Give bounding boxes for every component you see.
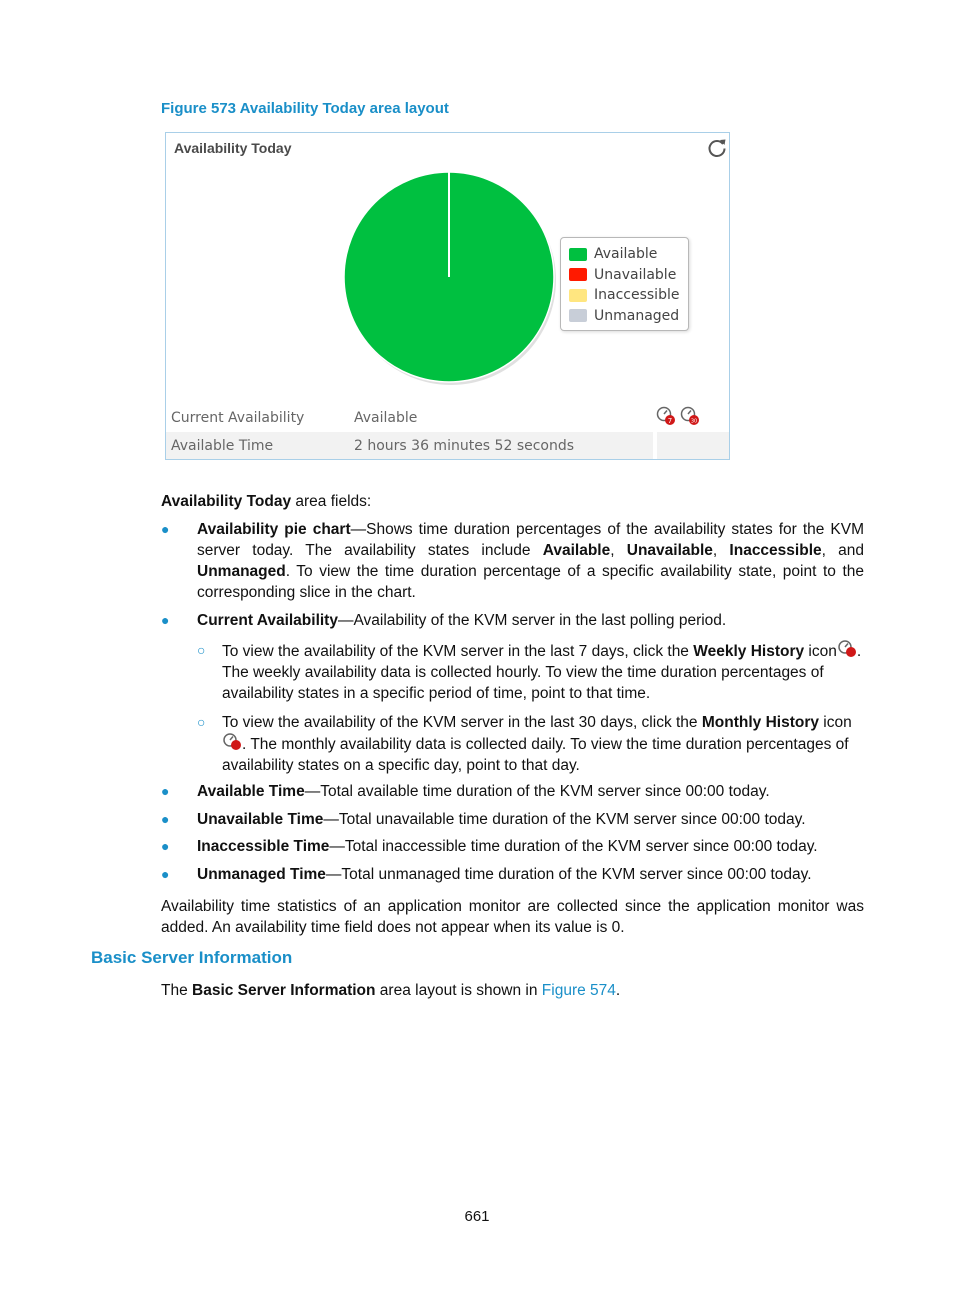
current-availability-label: Current Availability [171,410,305,426]
sub-item-text: To view the availability of the KVM server in the last 30 days, click the Monthly History icon. The monthly availability data is collected daily. To view the time duration percentages of availability states on a specific day, point to that day. [222,714,852,774]
available-time-row [166,432,729,459]
legend-swatch [569,248,587,261]
list-item-text: Current Availability—Availability of the KVM server in the last polling period. [197,612,727,629]
legend-swatch [569,268,587,281]
bullet-icon: ● [161,838,170,854]
monthly-history-icon [222,733,242,751]
page-number: 661 [464,1208,490,1225]
circle-bullet-icon: ○ [197,642,206,658]
history-icons [656,406,700,426]
list-item-text: Unavailable Time—Total unavailable time duration of the KVM server since 00:00 today. [197,811,806,828]
bullet-icon: ● [161,866,170,882]
figure-caption: Figure 573 Availability Today area layout [161,100,449,117]
weekly-history-icon[interactable] [656,406,676,426]
refresh-icon[interactable] [706,137,728,159]
legend-item-available[interactable] [569,244,688,265]
panel-title: Availability Today [174,140,292,156]
legend-label: Unavailable [594,266,677,283]
section-heading: Basic Server Information [91,948,293,967]
list-item-text: Unmanaged Time—Total unmanaged time duration of the KVM server since 00:00 today. [197,866,812,883]
intro-term: Availability Today [161,493,292,510]
legend-item-inaccessible[interactable] [569,285,688,306]
row-divider [653,432,657,459]
bullet-icon: ● [161,783,170,799]
legend-swatch [569,309,587,322]
legend-item-unmanaged[interactable] [569,306,688,327]
svg-text:30: 30 [690,418,698,425]
section-paragraph: The Basic Server Information area layout is shown in Figure 574. [161,982,621,999]
legend-label: Available [594,246,658,263]
svg-text:7: 7 [667,417,673,425]
bullet-icon: ● [161,612,170,628]
closing-paragraph: Availability time statistics of an application monitor are collected since the application monitor was added. An availability time field does not appear when its value is 0. [161,898,864,936]
monthly-history-icon[interactable] [680,406,700,426]
availability-today-panel [165,132,730,460]
list-item-text: Availability pie chart—Shows time duration percentages of the availability states for the KVM server today. The availability states include Available, Unavailable, Inaccessible, and Unmanaged. To view the time duration percentage of a specific availability state, point to the corresponding slice in the chart. [197,521,865,601]
figure-574-link[interactable]: Figure 574 [541,982,616,999]
bullet-icon: ● [161,811,170,827]
intro-line [161,491,864,512]
legend-label: Inaccessible [594,287,680,304]
circle-bullet-icon: ○ [197,714,206,730]
current-availability-row [166,404,729,431]
legend-item-unavailable[interactable] [569,265,688,286]
list-item-text: Inaccessible Time—Total inaccessible time duration of the KVM server since 00:00 today. [197,838,818,855]
available-time-value: 2 hours 36 minutes 52 seconds [354,438,575,454]
bullet-icon: ● [161,521,170,537]
legend-label: Unmanaged [594,307,680,324]
available-time-label: Available Time [171,438,274,454]
legend-swatch [569,289,587,302]
current-availability-value: Available [354,410,418,426]
list-item-text: Available Time—Total available time duration of the KVM server since 00:00 today. [197,783,770,800]
sub-item-text: To view the availability of the KVM server in the last 7 days, click the Weekly History icon . The weekly availability data is collected hourly. To view the time duration percentages of availability states in a specific period of time, point to that time. [222,640,864,704]
intro-text: area fields: [291,493,372,510]
weekly-history-icon [837,640,857,658]
chart-legend [560,237,689,331]
availability-pie-chart[interactable] [341,171,561,391]
